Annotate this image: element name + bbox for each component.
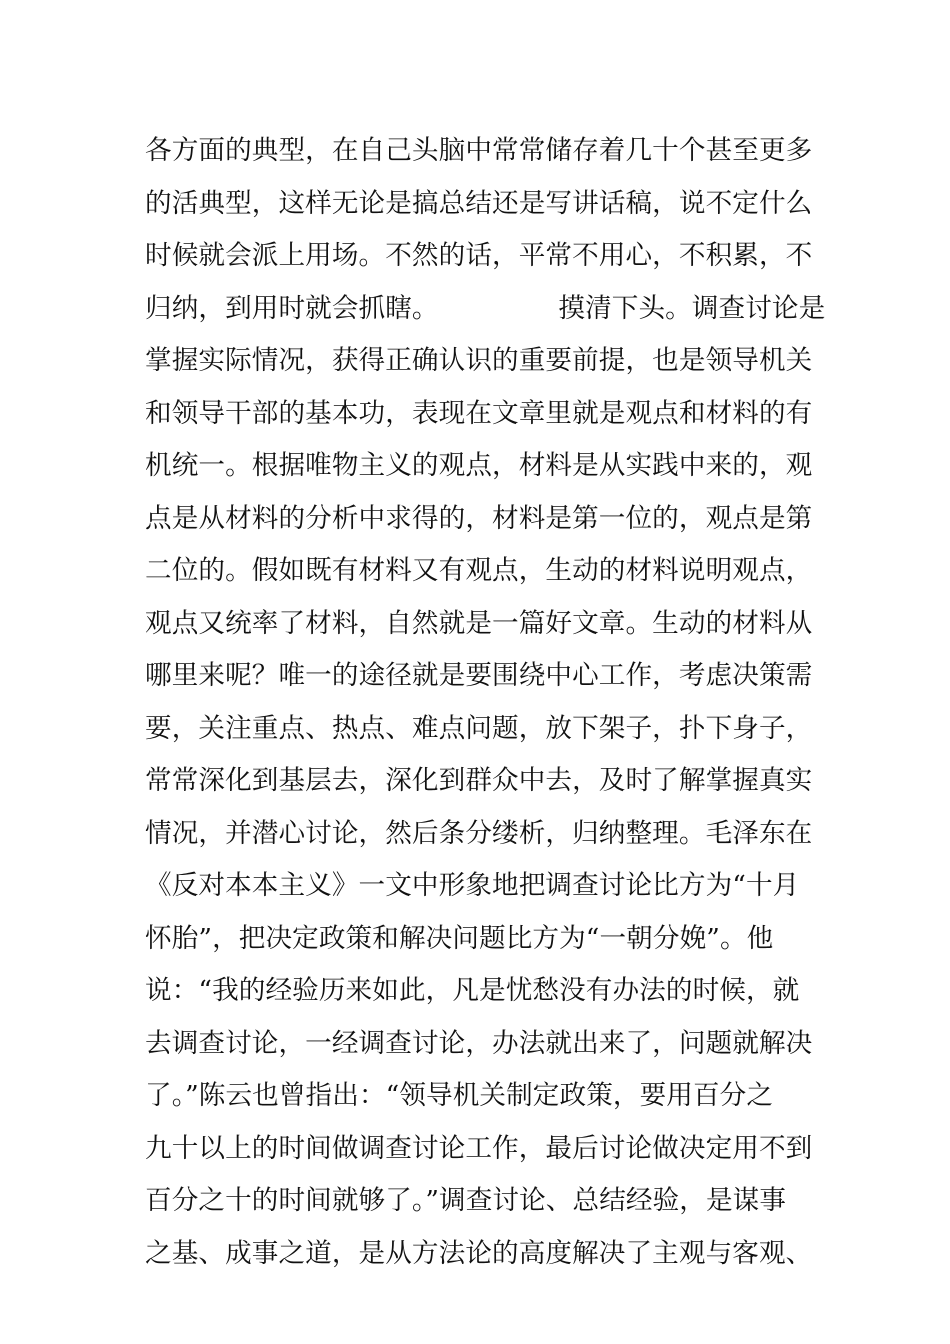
text-line: 情况，并潜心讨论，然后条分缕析，归纳整理。毛泽东在	[145, 817, 813, 849]
text-line: 时候就会派上用场。不然的话，平常不用心，不积累，不	[145, 240, 813, 271]
text-line: 要，关注重点、热点、难点问题，放下架子，扑下身子，	[145, 712, 813, 744]
text-line: 百分之十的时间就够了。”调查讨论、总结经验，是谋事	[145, 1185, 787, 1216]
text-line: 各方面的典型，在自己头脑中常常储存着几十个甚至更多	[145, 135, 813, 166]
text-line: 哪里来呢？唯一的途径就是要围绕中心工作，考虑决策需	[145, 660, 813, 691]
text-line: 常常深化到基层去，深化到群众中去，及时了解掌握真实	[145, 765, 813, 796]
text-line: 点是从材料的分析中求得的，材料是第一位的，观点是第	[145, 502, 813, 534]
text-line: 的活典型，这样无论是搞总结还是写讲话稿，说不定什么	[145, 187, 813, 219]
text-line: 之基、成事之道，是从方法论的高度解决了主观与客观、	[145, 1237, 813, 1269]
text-line: 观点又统率了材料，自然就是一篇好文章。生动的材料从	[145, 607, 813, 639]
text-line: 《反对本本主义》一文中形象地把调查讨论比方为“十月	[145, 870, 800, 901]
text-line: 去调查讨论，一经调查讨论，办法就出来了，问题就解决	[145, 1027, 813, 1059]
text-line: 说：“我的经验历来如此，凡是忧愁没有办法的时候，就	[145, 975, 800, 1006]
text-line: 二位的。假如既有材料又有观点，生动的材料说明观点，	[145, 555, 813, 586]
text-line: 机统一。根据唯物主义的观点，材料是从实践中来的，观	[145, 450, 813, 481]
text-line: 归纳，到用时就会抓瞎。 摸清下头。调查讨论是	[145, 292, 826, 324]
text-line: 九十以上的时间做调查讨论工作，最后讨论做决定用不到	[145, 1132, 813, 1164]
text-line: 了。”陈云也曾指出：“领导机关制定政策，要用百分之	[145, 1080, 774, 1111]
body-text	[145, 125, 826, 1280]
text-line: 怀胎”，把决定政策和解决问题比方为“一朝分娩”。他	[145, 922, 774, 954]
text-line: 掌握实际情况，获得正确认识的重要前提，也是领导机关	[145, 345, 813, 376]
text-line: 和领导干部的基本功，表现在文章里就是观点和材料的有	[145, 397, 813, 429]
